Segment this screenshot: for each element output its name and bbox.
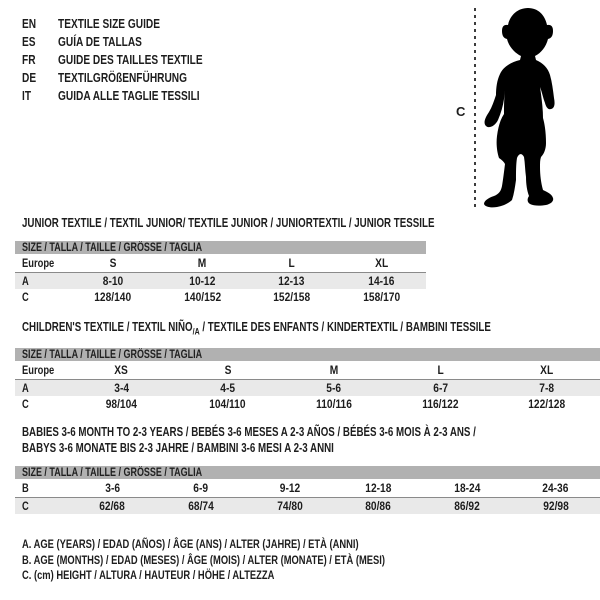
junior-section-title: JUNIOR TEXTILE / TEXTIL JUNIOR/ TEXTILE JUNIOR / JUNIORTEXTIL / JUNIOR TESSILE [22, 216, 435, 230]
size-value: S [224, 363, 232, 377]
babies-row-age [15, 479, 600, 498]
size-value: M [329, 363, 339, 377]
height-value: 104/110 [209, 397, 246, 411]
height-value: 68/74 [188, 499, 214, 513]
age-value: 8-10 [102, 274, 123, 288]
junior-row-height [15, 289, 426, 305]
children-size-table [15, 348, 600, 412]
age-value: 14-16 [368, 274, 395, 288]
height-value: 110/116 [316, 397, 352, 411]
age-value: 7-8 [539, 381, 555, 395]
age-value: 3-4 [113, 381, 129, 395]
size-value: XL [540, 363, 554, 377]
row-label: Europe [22, 363, 55, 377]
age-value: 4-5 [220, 381, 235, 395]
language-row-de [22, 68, 243, 86]
age-value: 9-12 [279, 481, 300, 495]
junior-size-header-bar: SIZE / TALLA / TAILLE / GRÖSSE / TAGLIA [15, 241, 426, 254]
size-value: S [109, 256, 117, 270]
age-value: 24-36 [542, 481, 569, 495]
children-section-title: CHILDREN'S TEXTILE / TEXTIL $NIÑO_{/A}$ / TEXTILE DES ENFANTS / KINDERTEXTIL / BAMBINI TESSILE [22, 320, 491, 337]
junior-row-age [15, 273, 426, 289]
babies-row-height [15, 498, 600, 514]
babies-section-title: BABIES 3-6 MONTH TO 2-3 YEARS / BEBÉS 3-6 MESES A 2-3 AÑOS / BÉBÉS 3-6 MOIS À 2-3 ANS / BABYS 3-6 MONATE BIS 2-3 JAHRE / BAMBINI 3-6 MESI A 2-3 ANNI [22, 425, 476, 455]
language-code: EN [22, 15, 37, 31]
height-value: 80/86 [365, 499, 392, 513]
legend-line-c: C. (cm) HEIGHT / ALTURA / HAUTEUR / HÖHE / ALTEZZA [22, 568, 275, 582]
age-value: 12-18 [365, 481, 392, 495]
age-value: 18-24 [453, 481, 481, 495]
language-row-fr [22, 50, 243, 68]
height-value: 98/104 [105, 397, 137, 411]
baby-silhouette-icon [440, 0, 600, 220]
children-row-age [15, 380, 600, 396]
row-label: C [22, 290, 29, 304]
figure-height-label: C [456, 104, 466, 119]
language-row-en [22, 14, 243, 32]
age-value: 10-12 [189, 274, 216, 288]
language-label: GUÍA DE TALLAS [58, 33, 142, 49]
row-label: C [22, 397, 29, 411]
height-value: 128/140 [94, 290, 132, 304]
height-value: 140/152 [183, 290, 221, 304]
language-code: IT [22, 87, 32, 103]
legend-line-a: A. AGE (YEARS) / EDAD (AÑOS) / ÂGE (ANS) / ALTER (JAHRE) / ETÀ (ANNI) [22, 537, 359, 551]
row-label: A [22, 274, 29, 288]
height-value: 152/158 [273, 290, 311, 304]
size-value: XL [374, 256, 388, 270]
age-value: 5-6 [326, 381, 342, 395]
row-label: C [22, 499, 29, 513]
legend-line-b: B. AGE (MONTHS) / EDAD (MESES) / ÂGE (MOIS) / ALTER (MONATE) / ETÀ (MESI) [22, 552, 385, 567]
language-row-es [22, 32, 243, 50]
age-value: 6-9 [193, 481, 209, 495]
language-code: ES [22, 33, 36, 49]
legend [22, 537, 487, 584]
children-row-europe [15, 361, 600, 380]
size-value: L [288, 256, 295, 270]
age-value: 6-7 [433, 381, 448, 395]
height-value: 62/68 [99, 499, 126, 513]
language-row-it [22, 86, 243, 104]
height-value: 86/92 [454, 499, 480, 513]
age-value: 3-6 [104, 481, 120, 495]
junior-row-europe [15, 254, 426, 273]
row-label: B [22, 481, 29, 495]
height-value: 158/170 [362, 290, 400, 304]
size-value: L [437, 363, 444, 377]
babies-size-table [15, 466, 600, 514]
size-value: M [198, 256, 207, 270]
language-label: TEXTILE SIZE GUIDE [58, 15, 160, 31]
language-label: GUIDE DES TAILLES TEXTILE [58, 51, 203, 67]
language-code: FR [22, 51, 36, 67]
children-row-height [15, 396, 600, 412]
height-value: 116/122 [422, 397, 459, 411]
row-label: Europe [22, 256, 55, 270]
junior-size-table [15, 241, 426, 305]
height-value: 74/80 [276, 499, 303, 513]
children-size-header-bar: SIZE / TALLA / TAILLE / GRÖSSE / TAGLIA [15, 348, 600, 361]
size-value: XS [114, 363, 129, 377]
language-label: GUIDA ALLE TAGLIE TESSILI [58, 87, 200, 103]
height-value: 122/128 [528, 397, 566, 411]
language-list [22, 14, 243, 104]
row-label: A [22, 381, 29, 395]
language-code: DE [22, 69, 37, 85]
babies-size-header-bar: SIZE / TALLA / TAILLE / GRÖSSE / TAGLIA [15, 466, 600, 479]
language-label: TEXTILGRÖßENFÜHRUNG [58, 69, 188, 85]
age-value: 12-13 [278, 274, 305, 288]
height-value: 92/98 [542, 499, 569, 513]
